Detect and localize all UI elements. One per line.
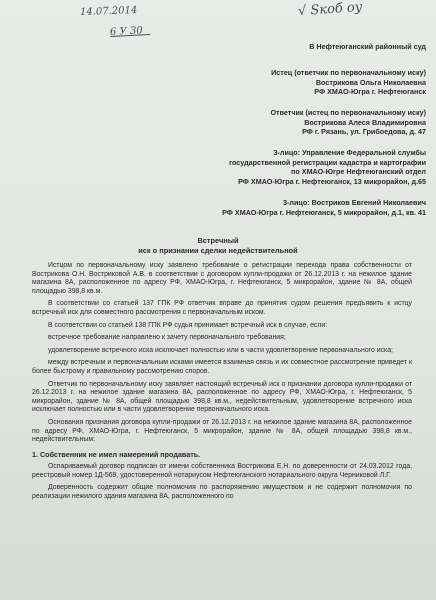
plaintiff-address: РФ ХМАО-Югра г. Нефтеюганск (314, 87, 426, 96)
defendant-title: Ответчик (истец по первоначальному иску) (270, 108, 426, 117)
defendant-name: Вострикова Алеся Владимировна (304, 117, 426, 127)
defendant-address: РФ г. Рязань, ул. Грибоедова, д. 47 (302, 127, 426, 136)
document-title (0, 236, 436, 255)
paragraph: встречное требование направлено к зачету первоначального требования; (48, 334, 286, 342)
paragraph: Ответчик по первоначальному иску заявляет настоящий встречный иск о признании договора купли-продажи от 26.12.2013 г. на нежилое здание магазина 8А, расположенное по адресу РФ, ХМАО-Югра, г. Нефтеюганск, 5 микрорайон, здание № 8А, общей площадью 398,8 кв.м., недействительным, удовлетворение встречного иска исключает полностью или в части удовлетворение первоначального иска. (32, 380, 412, 414)
paragraph: В соответствии со статьей 138 ГПК РФ судья принимает встречный иск в случае, если: (48, 321, 328, 329)
paragraph: Оспариваемый договор подписан от имени собственника Вострикова Е.Н. по доверенности от 24.03.2012 года, реестровый номер 1Д-569, удостоверенной нотариусом Нефтеюганского нотариального округа Черниковой Л.Г. (32, 463, 412, 479)
third-party-1-line4: РФ ХМАО-Югра г. Нефтеюганск, 13 микрорайон, д.65 (238, 176, 426, 186)
paragraph: удовлетворение встречного иска исключает полностью или в части удовлетворение первоначального иска; (48, 346, 393, 354)
plaintiff-title: Истец (ответчик по первоначальному иску) (271, 68, 426, 77)
plaintiff-name: Вострикова Ольга Николаевна (315, 77, 426, 87)
plaintiff-block (271, 68, 426, 97)
third-party-2-block (222, 198, 426, 217)
court-name: В Нефтеюганский районный суд (309, 42, 426, 51)
paragraph: Основания признания договора купли-продажи от 26.12.2013 г. на нежилое здание магазина 8А, расположенное по адресу РФ, ХМАО-Югра, г. Нефтеюганск, 5 микрорайон, здание № 8А, общей площадью 398,8 кв.м., недействительным: (32, 418, 412, 444)
title-line1: Встречный (197, 236, 239, 245)
third-party-2-line2: РФ ХМАО-Югра г. Нефтеюганск, 5 микрорайон, д.1, кв. 41 (222, 207, 426, 217)
defendant-block (270, 108, 426, 137)
handwritten-note: √ Ѕкоб оу (297, 0, 363, 20)
third-party-2-line1: 3-лицо: Востриков Евгений Николаевич (283, 198, 426, 207)
court-addressee (309, 42, 426, 52)
third-party-1-line3: по ХМАО-Югре Нефтеюганский отдел (291, 167, 426, 176)
document-body (32, 262, 412, 506)
third-party-1-line2: государственной регистрации кадастра и картографии (229, 157, 426, 167)
paragraph: В соответствии со статьей 137 ГПК РФ ответчик вправе до принятия судом решения предъявить к истцу встречный иск для совместного рассмотрения с первоначальным иском. (32, 300, 412, 316)
third-party-1-line1: 3-лицо: Управление Федеральной службы (273, 148, 426, 157)
handwritten-date: 14.07.2014 (79, 5, 138, 18)
paragraph: Доверенность содержит общие полномочия по распоряжению имуществом и не содержит полномочия по реализации нежилого здания магазина 8А, расположенного по (32, 484, 412, 501)
section-heading: 1. Собственник не имел намерений продавать. (32, 449, 201, 459)
handwritten-reference: 6 У 30 (110, 25, 150, 37)
third-party-1-block (229, 148, 426, 186)
paragraph: Истцом по первоначальному иску заявлено требование о регистрации перехода права собственности от Вострикова О.Н. Востриковой А.В. в соответствии с договором купли-продажи от 26.12.2013 г. на нежилое здание магазина 8А, расположенное по адресу РФ, ХМАО-Югра, г. Нефтеюганск, 5 микрорайон, здание № 8А, общей площадью 398,8 кв.м. (32, 262, 412, 295)
paragraph: между встречным и первоначальным исками имеется взаимная связь и их совместное рассмотрение приведет к более быстрому и правильному рассмотрению споров. (32, 359, 412, 375)
title-line2: иск о признании сделки недействительной (138, 245, 298, 255)
